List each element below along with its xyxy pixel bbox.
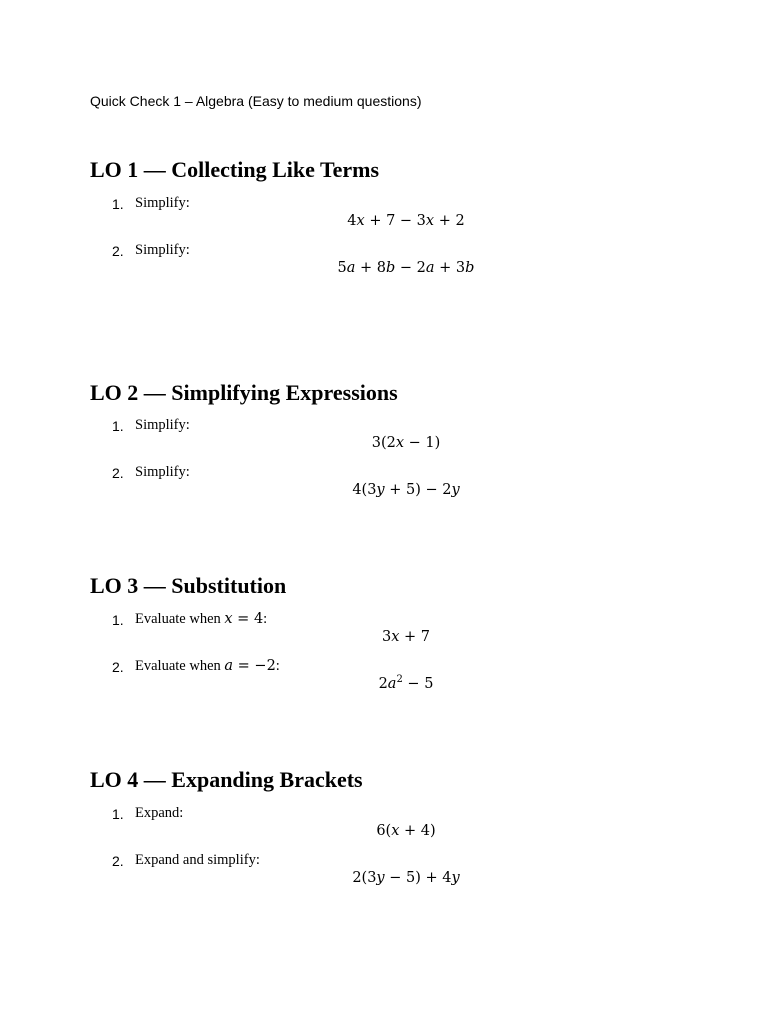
- lo2-q1-expression: 3(2x − 1): [371, 435, 441, 451]
- lo2-q2-number: 2.: [112, 465, 124, 481]
- lo2-heading: LO 2 — Simplifying Expressions: [90, 380, 398, 405]
- lo2-q2-prompt: Simplify:: [135, 464, 190, 480]
- lo1-q1-prompt: Simplify:: [135, 195, 190, 211]
- lo4-q2-number: 2.: [112, 853, 124, 869]
- lo1-q1-expression: 4x + 7 − 3x + 2: [347, 213, 465, 229]
- lo1-q2-expression: 5a + 8b − 2a + 3b: [337, 260, 475, 276]
- lo2-q2-expression: 4(3y + 5) − 2y: [352, 482, 460, 498]
- lo3-q2-expression: $2a^2 - 5$: [378, 674, 434, 692]
- lo3-q1-prompt: Evaluate when x = 4:: [135, 611, 268, 627]
- lo4-q2-expression: 2(3y − 5) + 4y: [352, 870, 460, 886]
- lo3-q1-expression: 3x + 7: [381, 629, 430, 645]
- lo4-q1-number: 1.: [112, 806, 124, 822]
- lo3-q2-number: 2.: [112, 659, 124, 675]
- lo4-heading: LO 4 — Expanding Brackets: [90, 767, 363, 792]
- lo4-q1-prompt: Expand:: [135, 805, 184, 821]
- lo1-q2-prompt: Simplify:: [135, 242, 190, 258]
- lo3-heading: LO 3 — Substitution: [90, 573, 287, 598]
- lo3-q2-prompt: Evaluate when a = −2:: [135, 658, 280, 674]
- lo2-q1-number: 1.: [112, 418, 124, 434]
- document-title: Quick Check 1 – Algebra (Easy to medium questions): [90, 93, 422, 109]
- lo1-q1-number: 1.: [112, 196, 124, 212]
- lo4-q2-prompt: Expand and simplify:: [135, 852, 260, 868]
- lo1-heading: LO 1 — Collecting Like Terms: [90, 157, 380, 182]
- lo2-q1-prompt: Simplify:: [135, 417, 190, 433]
- lo4-q1-expression: 6(x + 4): [376, 823, 436, 839]
- lo3-q1-number: 1.: [112, 612, 124, 628]
- lo1-q2-number: 2.: [112, 243, 124, 259]
